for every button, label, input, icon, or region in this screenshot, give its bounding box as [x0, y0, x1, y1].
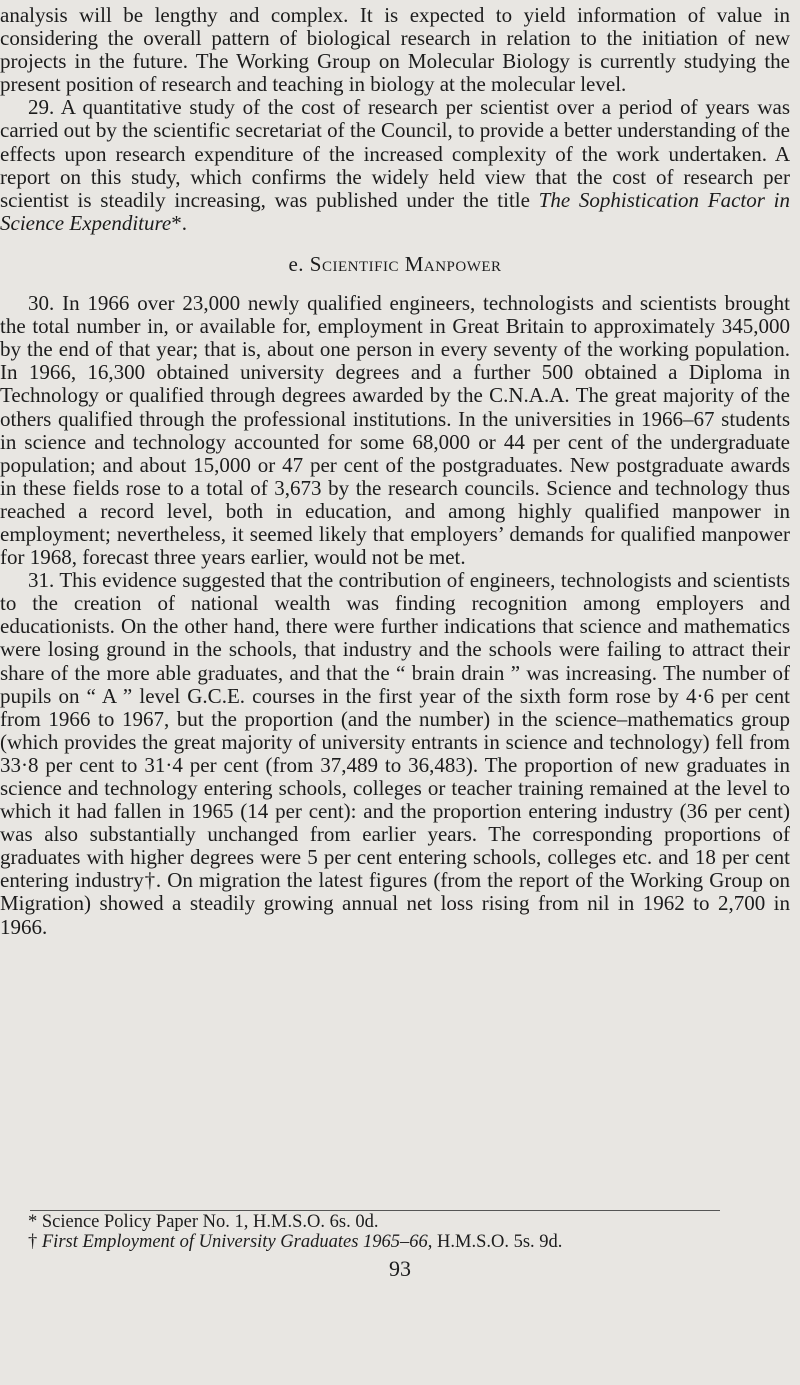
footnote-2: [28, 1232, 768, 1252]
section-letter: e.: [288, 251, 305, 276]
footnote-marker: *.: [171, 210, 187, 235]
page-number: 93: [389, 1256, 411, 1281]
paragraph-continued: analysis will be lengthy and complex. It is expected to yield information of value in considering the overall pattern of biological research in relation to the initiation of new projects in the future. The Working Group on Molecular Biology is currently studying the present position of research and teaching in biology at the molecular level.: [0, 3, 790, 97]
footnote-2-marker: †: [28, 1232, 42, 1252]
paragraph-30: 30. In 1966 over 23,000 newly qualified engineers, technologists and scientists brought the total number in, or available for, employment in Great Britain to approximately 345,000 by the end of that year; that is, about one person in every seventy of the working population. In 1966, 16,300 obtained university degrees and a further 500 obtained a Diploma in Technology or qualified through degrees awarded by the C.N.A.A. The great majority of the others qualified through the professional institutions. In the universities in 1966–67 students in science and technology accounted for some 68,000 or 44 per cent of the undergraduate population; and about 15,000 or 47 per cent of the postgraduates. New postgraduate awards in these fields rose to a total of 3,673 by the research councils. Science and technology thus reached a record level, both in education, and among highly qualified manpower in employment; nevertheless, it seemed likely that employers’ demands for qualified manpower for 1968, forecast three years earlier, would not be met.: [0, 291, 790, 570]
paragraph-29: [0, 96, 790, 235]
paragraph-31: 31. This evidence suggested that the contribution of engineers, technologists and scientists to the creation of national wealth was finding recognition among employers and educationists. On the other hand, there were further indications that science and mathematics were losing ground in the schools, that industry and the schools were failing to attract their share of the more able graduates, and that the “ brain drain ” was increasing. The number of pupils on “ A ” level G.C.E. courses in the first year of the sixth form rose by 4·6 per cent from 1966 to 1967, but the proportion (and the number) in the science–mathematics group (which provides the great majority of university entrants in science and technology) fell from 33·8 per cent to 31·4 per cent (from 37,489 to 36,483). The proportion of new graduates in science and technology entering schools, colleges or teacher training remained at the level to which it had fallen in 1965 (14 per cent): and the proportion entering industry (36 per cent) was also substantially unchanged from earlier years. The corresponding proportions of graduates with higher degrees were 5 per cent entering schools, colleges etc. and 18 per cent entering industry†. On migration the latest figures (from the report of the Working Group on Migration) showed a steadily growing annual net loss rising from nil in 1962 to 2,700 in 1966.: [0, 568, 790, 939]
footnote-2-title: First Employment of University Graduates 1965–66: [41, 1232, 428, 1252]
footnote-divider: [30, 1210, 720, 1211]
paragraph-29-text: 29. A quantitative study of the cost of research per scientist over a period of years was carried out by the scientific secretariat of the Council, to provide a better understanding of the effects upon research expenditure of the increased complexity of the work undertaken. A report on this study, which confirms the widely held view that the cost of research per scientist is steadily increasing, was published under the title: [0, 95, 790, 212]
footnotes: [28, 1212, 768, 1252]
report-title: The Sophistication Factor in Science Expenditure: [0, 187, 790, 235]
section-heading: [0, 253, 790, 276]
body-text: [0, 4, 790, 939]
footnote-1: * Science Policy Paper No. 1, H.M.S.O. 6s. 0d.: [28, 1212, 379, 1232]
section-title: Scientific Manpower: [309, 251, 502, 276]
footnote-2-rest: , H.M.S.O. 5s. 9d.: [427, 1232, 563, 1252]
